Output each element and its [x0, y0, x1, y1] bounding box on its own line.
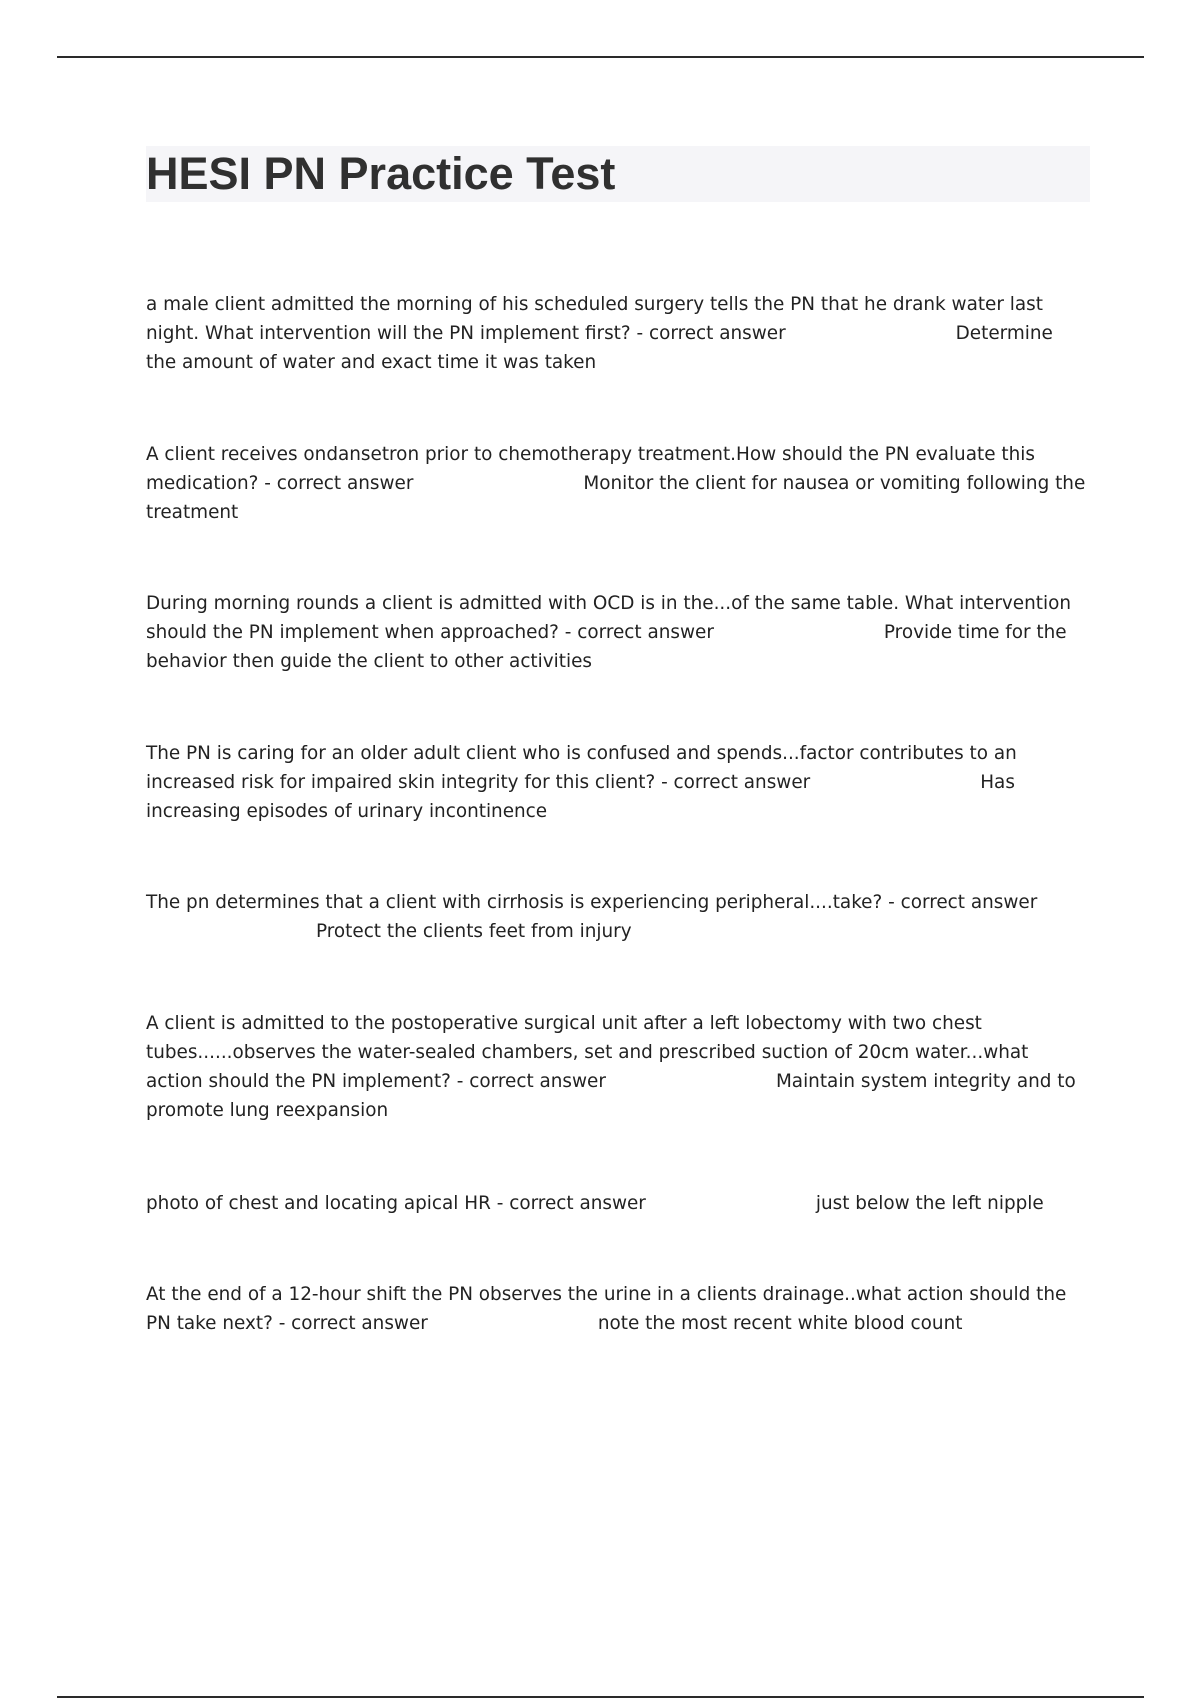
- question-text: The PN is caring for an older adult client who is confused and spends...factor contributes to an increased risk for impaired skin integrity for this client?: [146, 743, 1017, 793]
- separator: -: [450, 1071, 470, 1092]
- separator: -: [490, 1193, 510, 1214]
- question-text: photo of chest and locating apical HR: [146, 1193, 491, 1214]
- answer-label: correct answer: [577, 622, 714, 643]
- answer-label: correct answer: [469, 1071, 606, 1092]
- qa-item-6: [146, 1009, 1086, 1125]
- separator: -: [655, 772, 674, 793]
- separator: -: [558, 622, 578, 643]
- qa-item-3: [146, 589, 1086, 676]
- question-text: The pn determines that a client with cirrhosis is experiencing peripheral....take?: [146, 892, 883, 913]
- qa-item-7: [146, 1189, 1086, 1218]
- question-text: a male client admitted the morning of his scheduled surgery tells the PN that he drank water last night. What intervention will the PN implement first?: [146, 294, 1043, 344]
- answer-label: correct answer: [900, 892, 1038, 913]
- question-text: At the end of a 12-hour shift the PN observes the urine in a clients drainage..what action should the PN take next?: [146, 1284, 1067, 1334]
- question-text: A client is admitted to the postoperative surgical unit after a left lobectomy with two chest tubes......observes the water-sealed chambers, set and prescribed suction of 20cm water...what action should the PN implement?: [146, 1013, 1029, 1092]
- separator: -: [258, 473, 277, 494]
- answer-label: correct answer: [673, 772, 811, 793]
- qa-item-8: [146, 1280, 1086, 1338]
- qa-item-2: [146, 440, 1086, 527]
- answer-label: correct answer: [291, 1313, 428, 1334]
- separator: -: [630, 323, 649, 344]
- answer-text: Maintain system integrity and to promote lung reexpansion: [146, 1071, 1076, 1121]
- qa-item-5: [146, 888, 1086, 946]
- separator: -: [882, 892, 901, 913]
- answer-label: correct answer: [648, 323, 786, 344]
- question-text: A client receives ondansetron prior to chemotherapy treatment.How should the PN evaluate this medication?: [146, 444, 1035, 494]
- bottom-rule: [57, 1696, 1144, 1698]
- answer-label: correct answer: [509, 1193, 646, 1214]
- answer-text: Monitor the client for nausea or vomiting following the treatment: [146, 473, 1086, 523]
- top-rule: [57, 56, 1144, 58]
- answer-text: just below the left nipple: [815, 1193, 1044, 1214]
- answer-text: Determine the amount of water and exact time it was taken: [146, 323, 1053, 373]
- answer-text: Has increasing episodes of urinary incontinence: [146, 772, 1015, 822]
- answer-label: correct answer: [276, 473, 414, 494]
- qa-item-4: [146, 739, 1086, 826]
- answer-text: Provide time for the behavior then guide the client to other activities: [146, 622, 1067, 672]
- qa-item-1: [146, 290, 1086, 377]
- answer-text: Protect the clients feet from injury: [316, 921, 632, 942]
- answer-text: note the most recent white blood count: [597, 1313, 963, 1334]
- page-title: HESI PN Practice Test: [146, 148, 616, 199]
- question-text: During morning rounds a client is admitted with OCD is in the...of the same table. What intervention should the PN implement when approached?: [146, 593, 1072, 643]
- separator: -: [272, 1313, 292, 1334]
